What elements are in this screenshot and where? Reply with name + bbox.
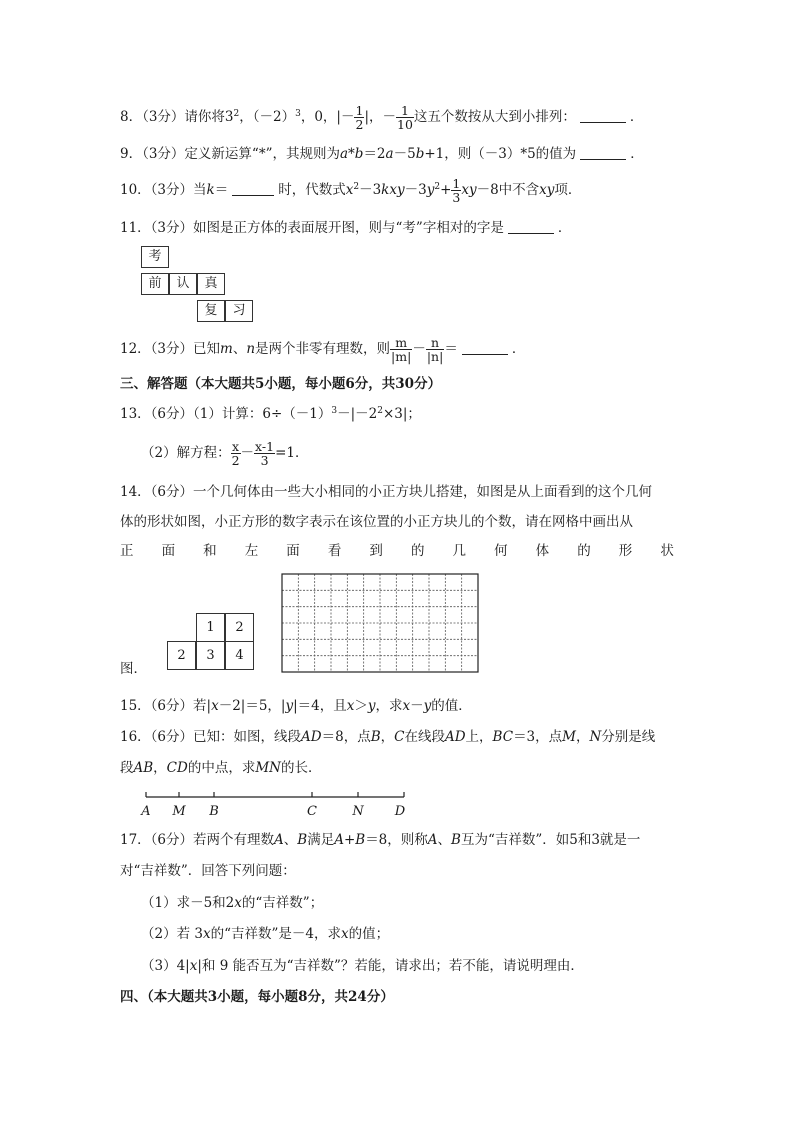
- var-b: B: [297, 832, 308, 848]
- q13-text: （2）解方程：: [141, 445, 231, 461]
- answer-blank[interactable]: [462, 340, 508, 355]
- numerator: 1: [396, 104, 414, 118]
- var-n: n: [246, 341, 256, 357]
- denominator: 2: [355, 117, 364, 132]
- point-c: C: [394, 729, 405, 745]
- question-17-line-2: 对“吉祥数”．回答下列问题：: [120, 863, 296, 879]
- segment-bc: BC: [492, 729, 514, 745]
- q16-text: ，: [575, 729, 590, 745]
- q16-text: ，: [380, 729, 395, 745]
- segment-ad: AD: [444, 729, 466, 745]
- var-x: x: [189, 958, 198, 974]
- point-n: N: [589, 729, 602, 745]
- separator: 、: [232, 341, 247, 357]
- label-b: B: [209, 804, 219, 819]
- period: ．: [557, 220, 572, 236]
- q16-text: 分别是线: [601, 729, 656, 745]
- top-view-cell: 4: [225, 641, 254, 670]
- q15-text: ，求: [375, 698, 403, 714]
- q16-text: 16．（6分）已知：如图，线段: [120, 729, 302, 745]
- drawing-grid[interactable]: [281, 573, 479, 673]
- net-cell-kao: 考: [141, 246, 169, 268]
- segment-ab: AB: [133, 760, 154, 776]
- q17-text: |和 9 能否互为“吉祥数”？若能，请求出；若不能，请说明理由．: [197, 958, 584, 974]
- q8-text: |，－: [364, 109, 396, 125]
- q17-text: 的“吉祥数”；: [241, 895, 324, 911]
- var-a: a: [385, 146, 394, 162]
- separator: 、: [283, 832, 298, 848]
- op: ＞: [354, 698, 368, 714]
- fraction-one-third: [451, 177, 461, 204]
- section-3-heading: 三、解答题（本大题共5小题，每小题6分，共30分）: [120, 376, 442, 392]
- segment-figure: [136, 788, 426, 822]
- question-13-part-1: [120, 404, 421, 424]
- q8-text: ，（－2）: [239, 109, 296, 125]
- exponent: 2: [377, 406, 383, 416]
- q17-text: （1）求－5和2: [141, 895, 235, 911]
- question-11: [120, 218, 571, 238]
- label-m: M: [172, 804, 186, 819]
- spread-char: 体: [535, 543, 550, 559]
- net-cell-ren: 认: [169, 273, 197, 295]
- q13-text: =1．: [275, 445, 309, 461]
- var-y: y: [426, 182, 435, 198]
- spread-char: 的: [410, 543, 425, 559]
- q17-text: 互为“吉祥数”．如5和3就是一: [460, 832, 641, 848]
- q9-text: －5: [393, 146, 416, 162]
- rule-var: a*b: [339, 146, 364, 162]
- fraction-one-tenth: [396, 104, 414, 131]
- var-a: A: [274, 832, 284, 848]
- var-xy: xy: [461, 182, 477, 198]
- var-m: m: [220, 341, 233, 357]
- q15-text: －2|＝5，|: [218, 698, 286, 714]
- q10-text: 10．（3分）当: [120, 182, 207, 198]
- spread-char: 到: [369, 543, 383, 559]
- var-a: A: [427, 832, 438, 848]
- section-4-heading: 四、（本大题共3小题，每小题8分，共24分）: [120, 989, 394, 1005]
- op: +: [440, 182, 452, 198]
- var-x: x: [341, 926, 349, 942]
- spread-char: 面: [286, 543, 300, 559]
- q15-text: 15．（6分）若|: [120, 698, 212, 714]
- denominator: |m|: [391, 349, 412, 364]
- question-10: [120, 177, 581, 204]
- point-m: M: [562, 729, 576, 745]
- op: －: [410, 698, 424, 714]
- numerator: n: [426, 336, 444, 350]
- op: －: [240, 445, 255, 461]
- q8-text: ，0，|－: [300, 109, 355, 125]
- numerator: 1: [452, 176, 461, 191]
- question-17-part-3: [141, 956, 584, 976]
- period: ．: [629, 109, 644, 125]
- net-cell-fu: 复: [197, 300, 225, 322]
- answer-blank[interactable]: [232, 181, 274, 196]
- question-9: [120, 144, 644, 164]
- net-cell-qian: 前: [141, 273, 169, 295]
- q10-text: 项．: [554, 182, 582, 198]
- var-kxy: kxy: [381, 182, 405, 198]
- q17-text: （3）4|: [141, 958, 190, 974]
- denominator: |n|: [426, 349, 444, 364]
- q17-text: （2）若 3: [141, 926, 203, 942]
- net-cell-xi: 习: [225, 300, 253, 322]
- question-16-line-2: [120, 758, 321, 778]
- spread-char: 的: [577, 543, 591, 559]
- denominator: 3: [452, 190, 461, 205]
- fraction-one-half: [354, 104, 364, 131]
- label-n: N: [352, 804, 364, 819]
- top-view-figure: [166, 613, 256, 671]
- period: ．: [511, 341, 526, 357]
- label-a: A: [141, 804, 151, 819]
- spread-char: 何: [494, 543, 508, 559]
- answer-blank[interactable]: [508, 219, 554, 234]
- denominator: 10: [397, 117, 413, 132]
- q11-text: 11．（3分）如图是正方体的表面展开图，则与“考”字相对的字是: [120, 220, 504, 236]
- var-x: x: [402, 698, 411, 714]
- top-view-cell: 2: [167, 641, 196, 670]
- exponent: 2: [353, 182, 360, 192]
- question-14-line-1: 14．（6分）一个几何体由一些大小相同的小正方块儿搭建，如图是从上面看到的这个几何: [120, 484, 653, 500]
- question-14-line-2: 体的形状如图，小正方形的数字表示在该位置的小正方块儿的个数，请在网格中画出从: [120, 514, 633, 530]
- answer-blank[interactable]: [580, 108, 626, 123]
- var-x: x: [202, 926, 211, 942]
- top-view-cell: 2: [225, 613, 254, 642]
- question-17-line-1: [120, 830, 640, 850]
- exponent: 2: [434, 182, 441, 192]
- q13-text: －|－2: [337, 406, 378, 422]
- expr-a-plus-b: A+B: [334, 832, 366, 848]
- var-x: x: [345, 182, 354, 198]
- q16-text: ，: [153, 760, 167, 776]
- exponent: 3: [331, 406, 338, 416]
- question-14-line-3: [120, 541, 674, 561]
- question-17-part-1: [141, 893, 323, 913]
- spread-char: 几: [452, 543, 466, 559]
- numerator: x-1: [255, 439, 275, 454]
- var-xy: xy: [539, 182, 555, 198]
- q16-text: 上，: [465, 729, 493, 745]
- equals: ＝: [444, 341, 458, 357]
- denominator: 3: [260, 453, 269, 468]
- top-view-cell: 1: [196, 613, 225, 642]
- q8-text: 8．（3分）请你将3: [120, 109, 234, 125]
- label-c: C: [307, 804, 317, 819]
- exponent: 2: [233, 109, 240, 119]
- q17-text: 17．（6分）若两个有理数: [120, 832, 275, 848]
- question-8: [120, 104, 643, 131]
- q10-text: －8中不含: [476, 182, 540, 198]
- separator: 、: [437, 832, 452, 848]
- fraction-n-over-abs-n: [426, 336, 444, 363]
- q15-text: |＝4，且: [293, 698, 347, 714]
- question-15: [120, 696, 472, 716]
- q12-text: 是两个非零有理数，则: [255, 341, 391, 357]
- top-view-cell: 3: [196, 641, 225, 670]
- spread-char: 左: [244, 543, 259, 559]
- var-x: x: [234, 895, 242, 911]
- question-13-part-2: [141, 440, 308, 467]
- fraction-x-minus-1-over-3: [254, 440, 275, 467]
- op: －3: [404, 182, 427, 198]
- spread-char: 形: [618, 543, 633, 559]
- var-k: k: [206, 182, 215, 198]
- q17-text: 的“吉祥数”是－4，求: [210, 926, 342, 942]
- q9-text: 9．（3分）定义新运算“*”，其规则为: [120, 146, 340, 162]
- var-b: B: [451, 832, 461, 848]
- spread-char: 正: [120, 543, 134, 559]
- q15-text: 的值．: [431, 698, 472, 714]
- var-x: x: [211, 698, 219, 714]
- net-cell-zhen: 真: [197, 273, 225, 295]
- question-14-line-4: 图．: [120, 661, 147, 677]
- q17-text: 满足: [307, 832, 335, 848]
- var-y: y: [285, 698, 294, 714]
- q12-text: 12．（3分）已知: [120, 341, 221, 357]
- q13-text: ×3|；: [382, 406, 421, 422]
- segment-mn: MN: [255, 760, 281, 776]
- q8-text: 这五个数按从大到小排列：: [413, 109, 576, 125]
- var-y: y: [367, 698, 376, 714]
- numerator: m: [390, 336, 412, 350]
- numerator: x: [232, 439, 240, 454]
- q17-text: ＝8，则称: [365, 832, 428, 848]
- q16-text: 的中点，求: [187, 760, 256, 776]
- segment-ad: AD: [301, 729, 322, 745]
- question-12: [120, 336, 525, 363]
- var-b: b: [415, 146, 425, 162]
- q9-text: +1，则（－3）*5的值为: [424, 146, 577, 162]
- q10-text: 时，代数式: [278, 182, 346, 198]
- point-b: B: [370, 729, 381, 745]
- period: ．: [630, 146, 644, 162]
- fraction-x-over-2: [231, 440, 241, 467]
- q16-text: 的长．: [280, 760, 322, 776]
- question-16-line-1: [120, 727, 655, 747]
- var-y: y: [423, 698, 432, 714]
- q13-text: 13．（6分）（1）计算：6÷（－1）: [120, 406, 332, 422]
- q16-text: 段: [120, 760, 134, 776]
- q16-text: ＝8，点: [321, 729, 371, 745]
- q16-text: ＝3，点: [513, 729, 563, 745]
- numerator: 1: [355, 103, 364, 118]
- q17-text: 的值；: [348, 926, 390, 942]
- segment-cd: CD: [166, 760, 188, 776]
- q9-text: ＝2: [363, 146, 386, 162]
- spread-char: 和: [203, 543, 217, 559]
- op: －3: [359, 182, 382, 198]
- question-17-part-2: [141, 924, 389, 944]
- spread-char: 看: [327, 543, 342, 559]
- var-x: x: [346, 698, 355, 714]
- q16-text: 在线段: [404, 729, 445, 745]
- answer-blank[interactable]: [580, 145, 626, 160]
- fraction-m-over-abs-m: [390, 336, 412, 363]
- equals: ＝: [214, 182, 229, 198]
- cube-net: [141, 246, 257, 324]
- denominator: 2: [231, 453, 240, 468]
- spread-char: 状: [660, 543, 674, 559]
- spread-char: 面: [161, 543, 176, 559]
- op: －: [412, 341, 426, 357]
- label-d: D: [394, 804, 406, 819]
- exponent: 3: [295, 109, 301, 119]
